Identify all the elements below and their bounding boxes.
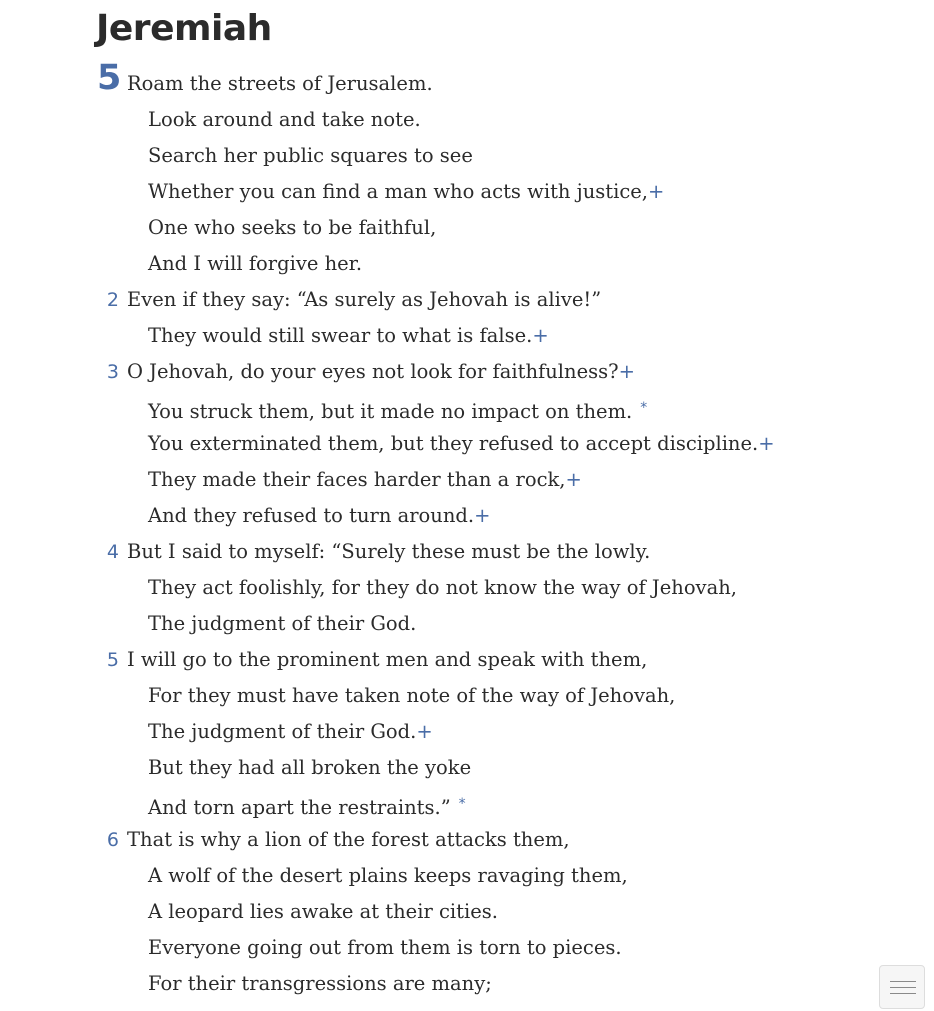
verse-line — [0, 138, 934, 174]
verse-line-text: For their transgressions are many; — [148, 972, 492, 995]
verse-text — [0, 66, 934, 1002]
verse-line-wrapper — [127, 282, 601, 318]
verse-number[interactable]: 6 — [106, 829, 119, 851]
verse-line-text: Whether you can find a man who acts with justice, — [148, 180, 649, 203]
verse-line-wrapper — [127, 354, 635, 390]
verse-line-wrapper — [127, 822, 570, 858]
verse-line-wrapper — [127, 66, 433, 102]
verse-line-text: The judgment of their God. — [148, 720, 417, 743]
verse-line-text: They would still swear to what is false. — [148, 324, 533, 347]
cross-reference-link[interactable]: + — [618, 360, 635, 383]
verse-line-text: But they had all broken the yoke — [148, 756, 472, 779]
verse-line — [0, 462, 934, 498]
verse-line-text: And they refused to turn around. — [148, 504, 475, 527]
verse-line — [0, 822, 934, 858]
verse-line — [0, 102, 934, 138]
verse-line-wrapper — [148, 606, 416, 642]
verse-line — [0, 318, 934, 354]
verse-line-text: For they must have taken note of the way of Jehovah, — [148, 684, 676, 707]
verse-line — [0, 786, 934, 822]
cross-reference-link[interactable]: + — [648, 180, 665, 203]
verse-line-text: You struck them, but it made no impact on them. — [148, 400, 633, 423]
verse-line-wrapper — [148, 102, 421, 138]
verse-line-wrapper — [148, 930, 622, 966]
verse-line — [0, 606, 934, 642]
verse-line-text: Roam the streets of Jerusalem. — [127, 72, 433, 95]
verse-line-wrapper — [148, 318, 549, 354]
verse-line-wrapper — [148, 678, 675, 714]
verse-line-wrapper — [148, 210, 436, 246]
verse-line-text: Search her public squares to see — [148, 144, 473, 167]
cross-reference-link[interactable]: + — [532, 324, 549, 347]
verse-line-wrapper — [148, 426, 775, 462]
verse-line-text: They act foolishly, for they do not know the way of Jehovah, — [148, 576, 737, 599]
verse-line-text: I will go to the prominent men and speak with them, — [127, 648, 648, 671]
cross-reference-link[interactable]: + — [565, 468, 582, 491]
verse-line — [0, 246, 934, 282]
cross-reference-link[interactable]: + — [758, 432, 775, 455]
verse-line-wrapper — [148, 714, 433, 750]
verse-line — [0, 66, 934, 102]
verse-line-text: They made their faces harder than a rock, — [148, 468, 566, 491]
verse-line-wrapper — [148, 570, 737, 606]
verse-line — [0, 678, 934, 714]
verse-line — [0, 750, 934, 786]
verse-line-wrapper — [148, 894, 498, 930]
verse-line-wrapper — [127, 642, 647, 678]
verse-number[interactable]: 5 — [106, 649, 119, 671]
verse-line — [0, 714, 934, 750]
book-title: Jeremiah — [96, 8, 272, 49]
verse-line-wrapper — [148, 462, 582, 498]
verse-line-wrapper — [148, 498, 490, 534]
verse-line — [0, 894, 934, 930]
verse-line — [0, 426, 934, 462]
verse-line-wrapper — [148, 174, 664, 210]
verse-line-text: But I said to myself: “Surely these must be the lowly. — [127, 540, 651, 563]
verse-line — [0, 858, 934, 894]
verse-line — [0, 930, 934, 966]
verse-number[interactable]: 3 — [106, 361, 119, 383]
verse-line-text: One who seeks to be faithful, — [148, 216, 437, 239]
verse-line — [0, 174, 934, 210]
verse-line-text: Even if they say: “As surely as Jehovah is alive!” — [127, 288, 602, 311]
verse-line-text: And torn apart the restraints.” — [148, 796, 451, 819]
verse-line-wrapper — [148, 246, 362, 282]
verse-line-text: You exterminated them, but they refused to accept discipline. — [148, 432, 759, 455]
verse-line-text: Everyone going out from them is torn to pieces. — [148, 936, 622, 959]
menu-button[interactable] — [879, 965, 925, 1009]
verse-line — [0, 390, 934, 426]
verse-line — [0, 534, 934, 570]
verse-line — [0, 282, 934, 318]
footnote-link[interactable]: * — [458, 796, 466, 812]
verse-line — [0, 966, 934, 1002]
cross-reference-link[interactable]: + — [416, 720, 433, 743]
verse-line-text: Look around and take note. — [148, 108, 421, 131]
verse-line — [0, 210, 934, 246]
verse-line-text: O Jehovah, do your eyes not look for faithfulness? — [127, 360, 619, 383]
verse-number[interactable]: 2 — [106, 289, 119, 311]
verse-line — [0, 570, 934, 606]
verse-line-wrapper — [148, 858, 628, 894]
verse-line-wrapper — [148, 786, 466, 826]
verse-line-wrapper — [127, 534, 650, 570]
verse-number[interactable]: 4 — [106, 541, 119, 563]
verse-line-text: A leopard lies awake at their cities. — [148, 900, 498, 923]
cross-reference-link[interactable]: + — [474, 504, 491, 527]
verse-line-text: That is why a lion of the forest attacks them, — [127, 828, 570, 851]
chapter-number[interactable]: 5 — [97, 58, 122, 98]
verse-line-wrapper — [148, 750, 471, 786]
verse-line-wrapper — [148, 390, 647, 430]
verse-line-text: A wolf of the desert plains keeps ravaging them, — [148, 864, 628, 887]
verse-line — [0, 498, 934, 534]
footnote-link[interactable]: * — [640, 400, 648, 416]
verse-line-text: And I will forgive her. — [148, 252, 363, 275]
verse-line-text: The judgment of their God. — [148, 612, 417, 635]
verse-line — [0, 642, 934, 678]
verse-line-wrapper — [148, 138, 473, 174]
verse-line-wrapper — [148, 966, 492, 1002]
verse-line — [0, 354, 934, 390]
